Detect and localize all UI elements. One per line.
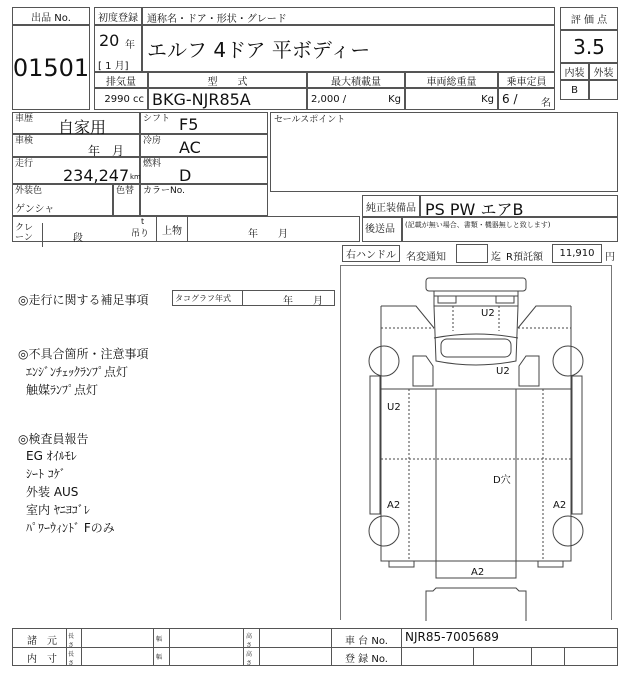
crane-stage: 段	[73, 233, 83, 244]
name-change-label: 名変通知	[406, 252, 446, 263]
tachograph-date: 年 月	[283, 296, 323, 307]
upper-label: 上物	[156, 217, 188, 241]
later-docs-note: (記載が無い場合、書類・機器無しと致します)	[402, 217, 618, 242]
tachograph-box	[172, 290, 335, 306]
inspector-title: ◎検査員報告	[18, 432, 89, 446]
upper-date: 年 月	[248, 229, 288, 240]
length-label: 長さ	[68, 651, 75, 667]
until-label: 迄	[491, 252, 501, 263]
type-label: 型 式	[148, 72, 307, 88]
lot-number: 01501	[12, 25, 90, 110]
max-load-value: 2,000 /	[311, 94, 347, 105]
inspection-cell	[12, 134, 140, 157]
history-label: 車歴	[15, 114, 34, 124]
max-load-unit: Kg	[388, 94, 401, 105]
dimensions-table	[12, 628, 618, 666]
inspector-item: ﾊﾟﾜｰｳｨﾝﾄﾞ Fのみ	[26, 521, 115, 535]
max-load-label: 最大積載量	[307, 72, 405, 88]
recycle-fee: 11,910	[552, 244, 602, 263]
exterior-label: 外装	[589, 63, 618, 80]
gross-weight-label: 車両総重量	[405, 72, 498, 88]
shift: F5	[179, 115, 199, 134]
sales-point-box	[270, 112, 618, 192]
length-label: 長さ	[68, 633, 75, 649]
reg-month: [ 1 月]	[98, 61, 129, 72]
yen-label: 円	[605, 252, 615, 263]
defect-item: 触媒ﾗﾝﾌﾟ点灯	[26, 383, 99, 397]
width-label: 幅	[156, 636, 163, 643]
sales-point-label: セールスポイント	[274, 115, 346, 125]
width-label: 幅	[156, 654, 163, 661]
displacement-label: 排気量	[94, 72, 148, 88]
lot-label: 出品 No.	[12, 7, 90, 25]
inspector-item: EG ｵｲﾙﾓﾚ	[26, 449, 77, 463]
color-label: 外装色	[15, 186, 43, 196]
height-label: 高さ	[246, 633, 253, 649]
recycle-label: R預託額	[506, 252, 543, 263]
ac-label: 冷房	[143, 136, 162, 146]
mileage: 234,247	[63, 166, 130, 185]
later-docs-label: 後送品	[362, 217, 402, 242]
exterior-grade	[589, 80, 618, 100]
damage-mark: A2	[471, 567, 485, 578]
fuel-label: 燃料	[143, 159, 162, 169]
fuel: D	[179, 166, 192, 185]
first-reg-cell	[94, 25, 142, 72]
capacity-label: 乗車定員	[498, 72, 555, 88]
equipment-label: 純正装備品	[362, 195, 420, 217]
rhd-badge: 右ハンドル	[342, 245, 400, 262]
damage-mark: D穴	[493, 475, 511, 486]
mileage-cell	[12, 157, 140, 184]
displacement: 2990 cc	[94, 88, 148, 110]
crane-tonnage: t	[141, 217, 145, 226]
vehicle-diagram	[340, 265, 612, 620]
mileage-label: 走行	[15, 159, 34, 169]
ac: AC	[179, 138, 201, 157]
inspection: 年 月	[88, 144, 125, 158]
shift-cell	[140, 112, 268, 134]
damage-mark: A2	[553, 500, 567, 511]
gross-weight	[405, 88, 498, 110]
color-no-label: カラーNo.	[143, 186, 185, 196]
history: 自家用	[58, 118, 107, 137]
damage-mark: U2	[496, 366, 510, 377]
capacity-unit: 名	[541, 98, 551, 109]
capacity	[498, 88, 555, 110]
color-change-cell	[113, 184, 140, 216]
crane-lift: 吊り	[131, 229, 150, 239]
damage-mark: U2	[387, 402, 401, 413]
shift-label: シフト	[143, 114, 171, 124]
capacity-value: 6 /	[502, 92, 518, 106]
history-cell	[12, 112, 140, 137]
defect-item: ｴﾝｼﾞﾝﾁｪｯｸﾗﾝﾌﾟ点灯	[26, 365, 129, 379]
model-name: エルフ 4ドア 平ボディー	[142, 25, 555, 72]
mileage-unit: km	[130, 173, 141, 181]
color-cell	[12, 184, 113, 216]
chassis-number: NJR85-7005689	[405, 630, 499, 644]
model-type: BKG-NJR85A	[148, 88, 307, 110]
score: 3.5	[560, 30, 618, 63]
reg-year-unit: 年	[125, 40, 135, 51]
color-no-cell	[140, 184, 268, 216]
max-load	[307, 88, 405, 110]
defects-title: ◎不具合箇所・注意事項	[18, 347, 149, 361]
score-label: 評 価 点	[560, 7, 618, 30]
registration-label: 登 録 No.	[345, 654, 388, 665]
reg-year: 20	[99, 31, 120, 50]
inspector-item: 室内 ﾔﾆﾖｺﾞﾚ	[26, 503, 90, 517]
spec-label: 諸 元	[27, 636, 57, 647]
ac-cell	[140, 134, 268, 157]
inspector-item: 外装 AUS	[26, 485, 79, 499]
gross-unit: Kg	[481, 94, 494, 105]
crane-label: クレーン	[15, 223, 43, 247]
driving-notes-title: ◎走行に関する補足事項	[18, 293, 149, 307]
inspector-item: ｼｰﾄ ｺｹﾞ	[26, 467, 66, 481]
tachograph-label: タコグラフ年式	[173, 291, 243, 305]
interior-label: 内装	[560, 63, 589, 80]
fuel-cell	[140, 157, 268, 184]
model-label: 通称名・ドア・形状・グレード	[142, 7, 555, 25]
equipment: PS PW エアB	[420, 195, 618, 217]
color: ゲンシャ	[15, 204, 55, 215]
color-change-label: 色替	[116, 186, 135, 196]
chassis-label: 車 台 No.	[345, 636, 388, 647]
inspection-label: 車検	[15, 136, 34, 146]
crane-row	[12, 216, 360, 242]
interior-grade: B	[560, 80, 589, 100]
damage-mark: A2	[387, 500, 401, 511]
height-label: 高さ	[246, 651, 253, 667]
name-change-box	[456, 244, 488, 263]
inner-dims-label: 内 寸	[27, 654, 57, 665]
damage-mark: U2	[481, 308, 495, 319]
first-reg-label: 初度登録	[94, 7, 142, 25]
